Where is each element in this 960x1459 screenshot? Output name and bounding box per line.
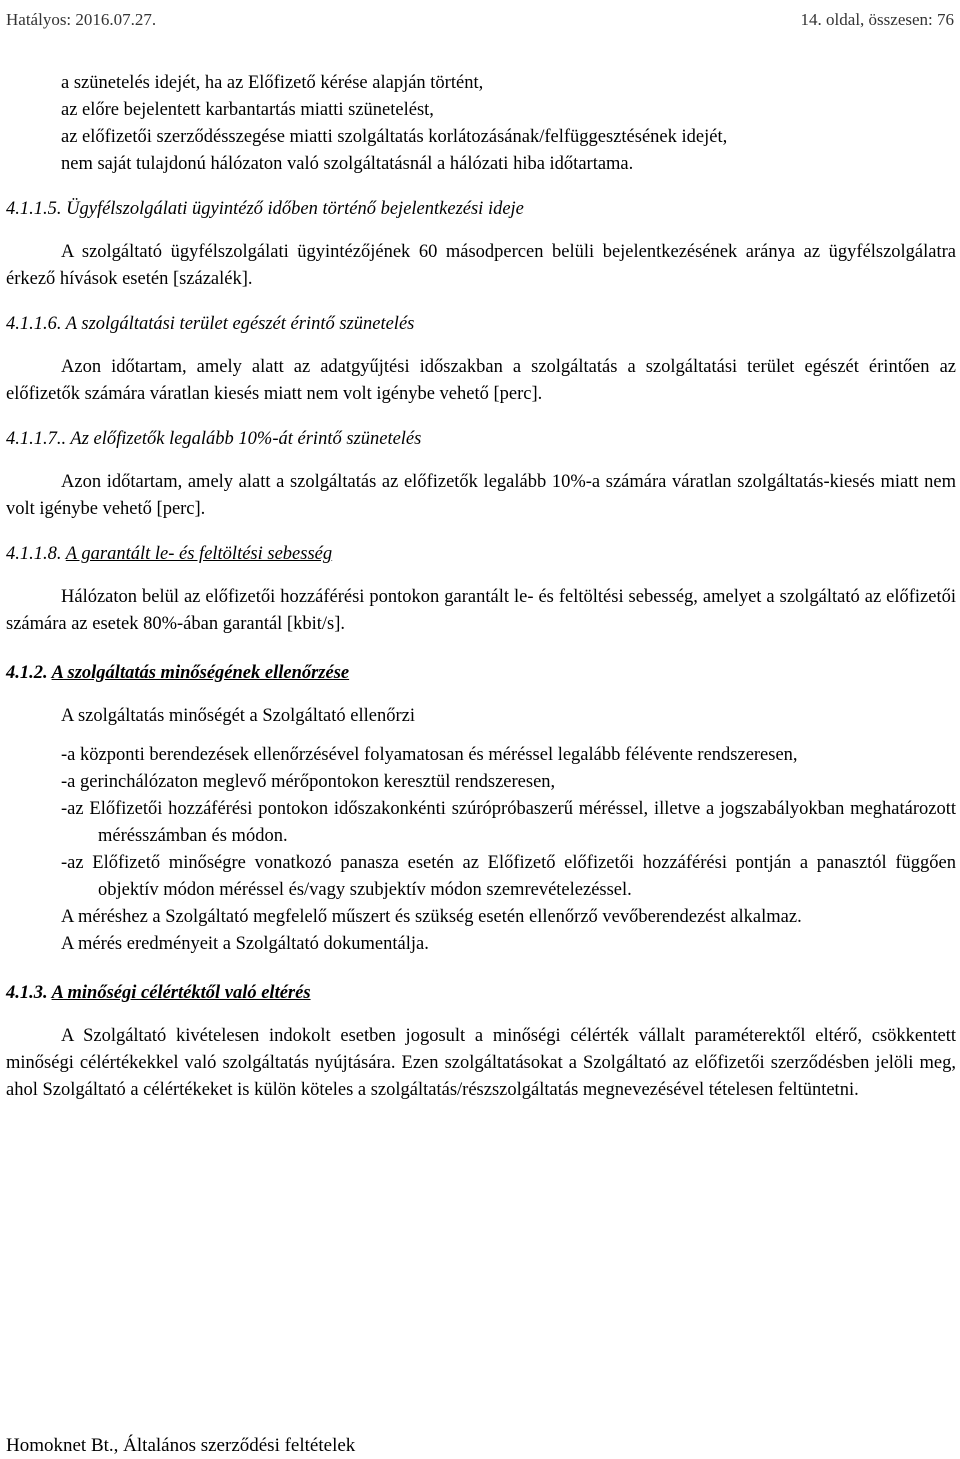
section-number: 4.1.1.8. — [6, 544, 62, 564]
section-number: 4.1.1.5. — [6, 199, 62, 219]
section-heading-4-1-2 — [6, 660, 956, 687]
section-title: Ügyfélszolgálati ügyintéző időben történő bejelentkezési ideje — [66, 199, 524, 219]
section-body-4-1-1-7: Azon időtartam, amely alatt a szolgáltatás az előfizetők legalább 10%-a számára váratlan szolgáltatás-kiesés miatt nem volt igénybe vehető [perc]. — [6, 472, 956, 519]
section-number: 4.1.3. — [6, 983, 48, 1003]
section-body-4-1-1-8: Hálózaton belül az előfizetői hozzáférési pontokon garantált le- és feltöltési sebesség, amelyet a szolgáltató az előfizetői számára az esetek 80%-ában garantál [kbit/s]. — [6, 587, 956, 634]
section-body-4-1-1-5: A szolgáltató ügyfélszolgálati ügyintézőjének 60 másodpercen belüli bejelentkezésének aránya az ügyfélszolgálatra érkező hívások esetén [százalék]. — [6, 242, 956, 289]
section-intro-4-1-2: A szolgáltatás minőségét a Szolgáltató ellenőrzi — [61, 706, 415, 726]
document-body — [6, 70, 956, 1104]
section-body-4-1-1-6: Azon időtartam, amely alatt az adatgyűjtési időszakban a szolgáltatás a szolgáltatási terület egészét érintően az előfizetők számára váratlan kiesés miatt nem volt igénybe vehető [perc]. — [6, 357, 956, 404]
section-heading-4-1-3 — [6, 980, 956, 1007]
section-title: A garantált le- és feltöltési sebesség — [65, 544, 333, 564]
section-heading-4-1-1-5 — [6, 196, 956, 223]
list-item: az előre bejelentett karbantartás miatti szünetelést, — [61, 100, 434, 120]
section-number: 4.1.2. — [6, 663, 48, 683]
list-top — [6, 70, 956, 178]
header-effective-date: Hatályos: 2016.07.27. — [6, 10, 157, 29]
section-title: A szolgáltatás minőségének ellenőrzése — [51, 663, 350, 683]
list-item: -a gerinchálózaton meglevő mérőpontokon keresztül rendszeresen, — [61, 772, 556, 792]
section-heading-4-1-1-7 — [6, 426, 956, 453]
header-page-number: 14. oldal, összesen: 76 — [800, 10, 954, 29]
section-number: 4.1.1.7.. — [6, 429, 67, 449]
section-title: Az előfizetők legalább 10%-át érintő szünetelés — [70, 429, 422, 449]
list-item: nem saját tulajdonú hálózaton való szolgáltatásnál a hálózati hiba időtartama. — [61, 154, 634, 174]
quality-check-list — [6, 742, 956, 958]
list-item: A méréshez a Szolgáltató megfelelő műszert és szükség esetén ellenőrző vevőberendezést alkalmaz. — [61, 907, 802, 927]
list-item: A mérés eredményeit a Szolgáltató dokumentálja. — [61, 934, 429, 954]
list-item: -a központi berendezések ellenőrzésével folyamatosan és méréssel legalább félévente rendszeresen, — [61, 745, 798, 765]
section-heading-4-1-1-8 — [6, 541, 956, 568]
list-item: a szünetelés idejét, ha az Előfizető kérése alapján történt, — [61, 73, 484, 93]
footer-company-terms: Homoknet Bt., Általános szerződési feltételek — [6, 1435, 356, 1456]
section-title: A minőségi célértéktől való eltérés — [51, 983, 311, 1003]
section-title: A szolgáltatási terület egészét érintő szünetelés — [65, 314, 415, 334]
list-item: az előfizetői szerződésszegése miatti szolgáltatás korlátozásának/felfüggesztésének idejét, — [61, 127, 728, 147]
section-heading-4-1-1-6 — [6, 311, 956, 338]
section-number: 4.1.1.6. — [6, 314, 62, 334]
list-item: -az Előfizetői hozzáférési pontokon időszakonkénti szúrópróbaszerű méréssel, illetve a jogszabályokban meghatározott mérésszámban és módon. — [61, 799, 956, 846]
list-item: -az Előfizető minőségre vonatkozó panasza esetén az Előfizető előfizetői hozzáférési pontján a panasztól függően objektív módon méréssel és/vagy szubjektív módon szemrevételezéssel. — [61, 853, 956, 900]
section-body-4-1-3: A Szolgáltató kivételesen indokolt esetben jogosult a minőségi célérték vállalt paraméterektől eltérő, csökkentett minőségi célértékekkel való szolgáltatás nyújtására. Ezen szolgáltatásokat a Szolgáltató az előfizetői szerződésben jelöli meg, ahol Szolgáltató a célértékeket is külön köteles a szolgáltatás/részszolgáltatás megnevezésével tételesen feltüntetni. — [6, 1026, 956, 1100]
